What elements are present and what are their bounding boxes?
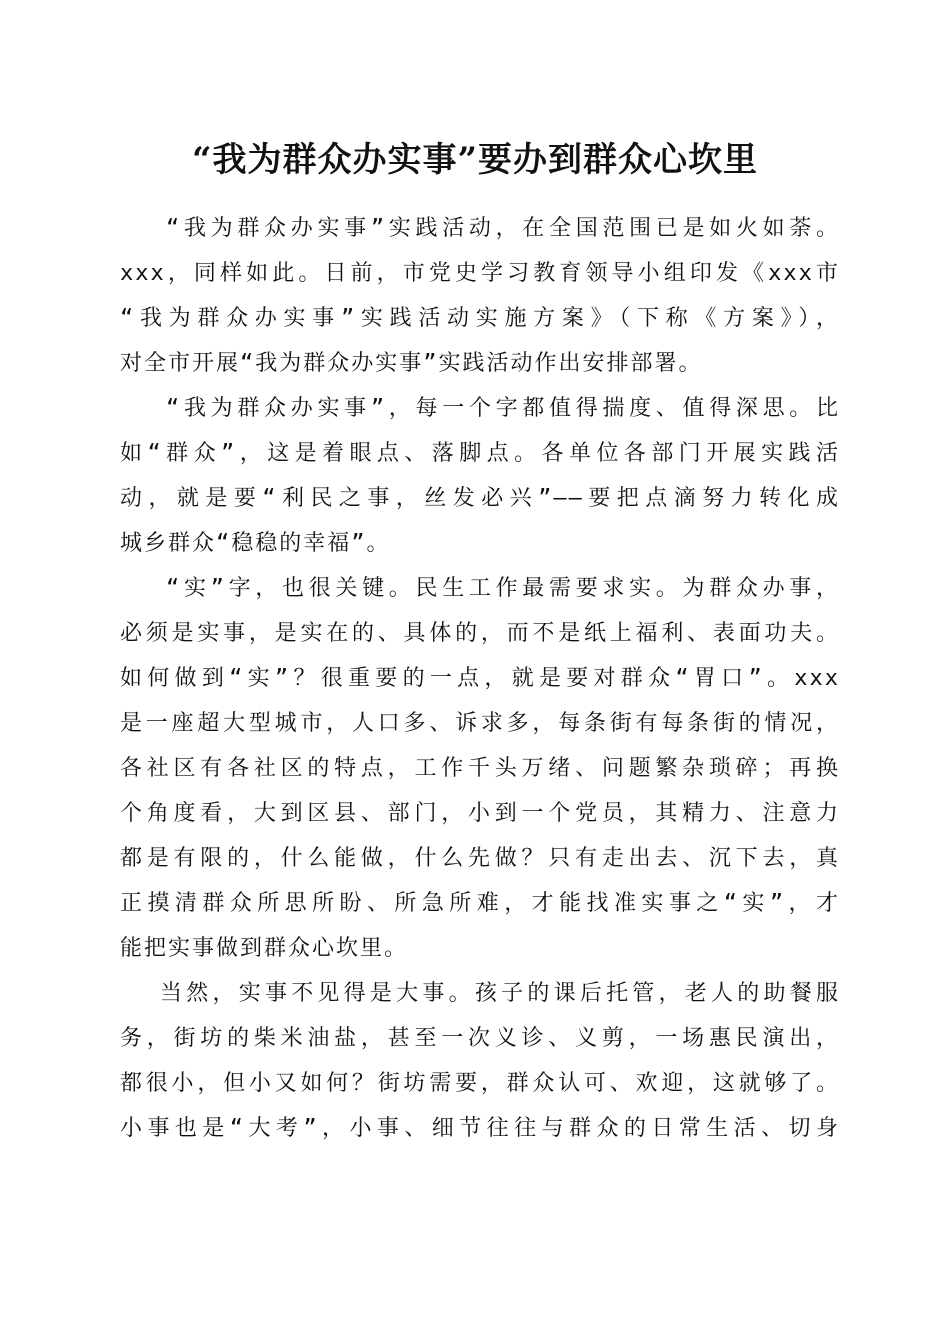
paragraph-2-line-1: “我为群众办实事”，每一个字都值得揣度、值得深思。比	[166, 396, 840, 421]
paragraph-4-line-1: 当然，实事不见得是大事。孩子的课后托管，老人的助餐服	[160, 981, 840, 1006]
paragraph-4-line-2: 务，街坊的柴米油盐，甚至一次义诊、义剪，一场惠民演出，	[120, 1026, 840, 1051]
paragraph-2-line-4: 城乡群众“稳稳的幸福”。	[120, 531, 391, 556]
paragraph-3-line-2: 必须是实事，是实在的、具体的，而不是纸上福利、表面功夫。	[120, 621, 840, 646]
paragraph-3-line-7: 都是有限的，什么能做，什么先做？只有走出去、沉下去，真	[120, 846, 840, 871]
paragraph-1-line-1: “我为群众办实事”实践活动，在全国范围已是如火如荼。	[166, 216, 840, 241]
paragraph-4-line-4: 小事也是“大考”，小事、细节往往与群众的日常生活、切身	[120, 1116, 840, 1141]
document-title: “我为群众办实事”要办到群众心坎里	[191, 140, 759, 180]
paragraph-3-line-4: 是一座超大型城市，人口多、诉求多，每条街有每条街的情况，	[120, 711, 840, 736]
paragraph-1-line-4: 对全市开展“我为群众办实事”实践活动作出安排部署。	[120, 351, 703, 376]
paragraph-1-line-3: “我为群众办实事”实践活动实施方案》（下称《方案》），	[120, 306, 840, 331]
paragraph-4-line-3: 都很小，但小又如何？街坊需要，群众认可、欢迎，这就够了。	[120, 1071, 840, 1096]
paragraph-3-line-3: 如何做到“实”？很重要的一点，就是要对群众“胃口”。xxx	[120, 666, 840, 691]
paragraph-3-line-1: “实”字，也很关键。民生工作最需要求实。为群众办事，	[166, 576, 840, 601]
paragraph-3-line-8: 正摸清群众所思所盼、所急所难，才能找准实事之“实”，才	[120, 891, 840, 916]
paragraph-3-line-5: 各社区有各社区的特点，工作千头万绪、问题繁杂琐碎；再换	[120, 756, 840, 781]
paragraph-1-line-2: xxx，同样如此。日前，市党史学习教育领导小组印发《xxx市	[120, 261, 840, 286]
paragraph-3-line-6: 个角度看，大到区县、部门，小到一个党员，其精力、注意力	[120, 801, 840, 826]
document-body	[120, 206, 840, 1151]
paragraph-3-line-9: 能把实事做到群众心坎里。	[120, 936, 409, 961]
paragraph-2-line-3: 动，就是要“利民之事，丝发必兴”——要把点滴努力转化成	[120, 486, 840, 511]
paragraph-2-line-2: 如“群众”，这是着眼点、落脚点。各单位各部门开展实践活	[120, 441, 840, 466]
